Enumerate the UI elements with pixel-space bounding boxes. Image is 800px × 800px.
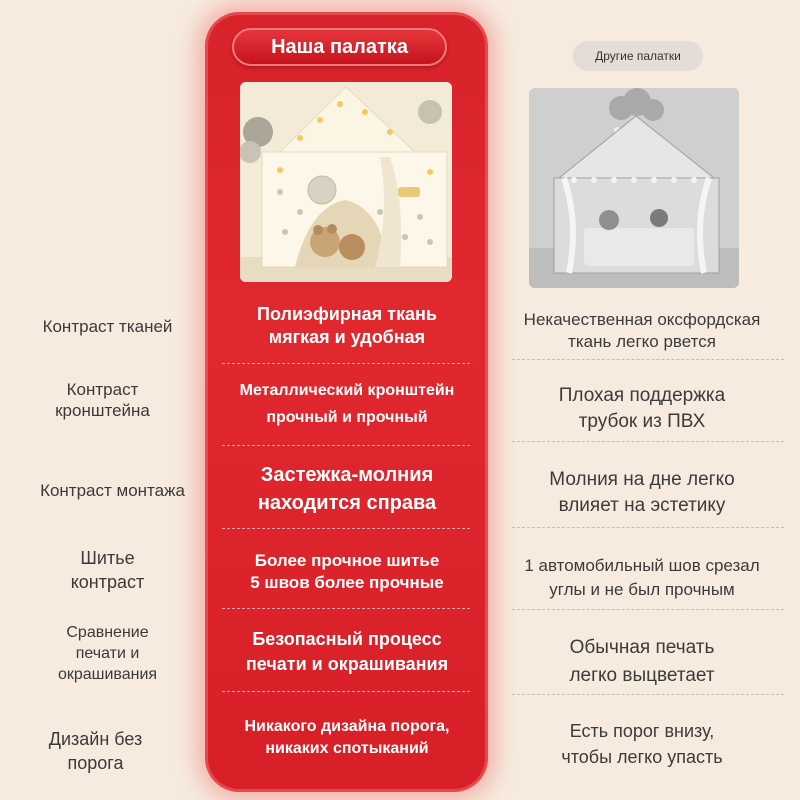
category-threshold: Дизайн без порога — [48, 729, 143, 773]
our-tent-photo — [240, 82, 452, 282]
divider — [512, 359, 784, 360]
other-mounting: Молния на дне легко влияет на эстетику — [549, 469, 735, 516]
divider — [512, 527, 784, 528]
divider — [222, 691, 470, 692]
ours-threshold: Никакого дизайна порога, никаких спотыканий — [244, 718, 450, 757]
divider — [222, 608, 470, 609]
divider — [512, 609, 784, 610]
other-tent-illustration — [529, 88, 739, 288]
divider — [222, 528, 470, 529]
our-tent-title: Наша палатка — [232, 28, 447, 66]
other-printing: Обычная печать легко выцветает — [569, 637, 715, 686]
category-fabric: Контраст тканей — [42, 317, 173, 336]
other-bracket: Плохая поддержка трубок из ПВХ — [558, 385, 726, 432]
category-printing: Сравнение печати и окрашивания — [57, 624, 158, 683]
other-fabric: Некачественная оксфордская ткань легко рвется — [523, 310, 761, 351]
other-sewing: 1 автомобильный шов срезал углы и не был прочным — [524, 556, 760, 599]
our-tent-illustration — [240, 82, 452, 282]
divider — [512, 694, 784, 695]
ours-sewing: Более прочное шитье 5 швов более прочные — [250, 551, 444, 592]
other-tents-title: Другие палатки — [573, 41, 703, 71]
other-threshold: Есть порог внизу, чтобы легко упасть — [561, 721, 723, 767]
ours-fabric: Полиэфирная ткань мягкая и удобная — [257, 304, 437, 347]
category-mounting: Контраст монтажа — [40, 481, 185, 500]
category-bracket: Контраст кронштейна — [55, 380, 150, 420]
ours-bracket: Металлический кронштейн прочный и прочный — [239, 382, 455, 426]
divider — [222, 445, 470, 446]
other-tent-photo — [529, 88, 739, 288]
category-sewing: Шитье контраст — [70, 548, 145, 592]
divider — [512, 441, 784, 442]
divider — [222, 363, 470, 364]
ours-mounting: Застежка-молния находится справа — [257, 464, 437, 514]
ours-printing: Безопасный процесс печати и окрашивания — [245, 629, 449, 674]
